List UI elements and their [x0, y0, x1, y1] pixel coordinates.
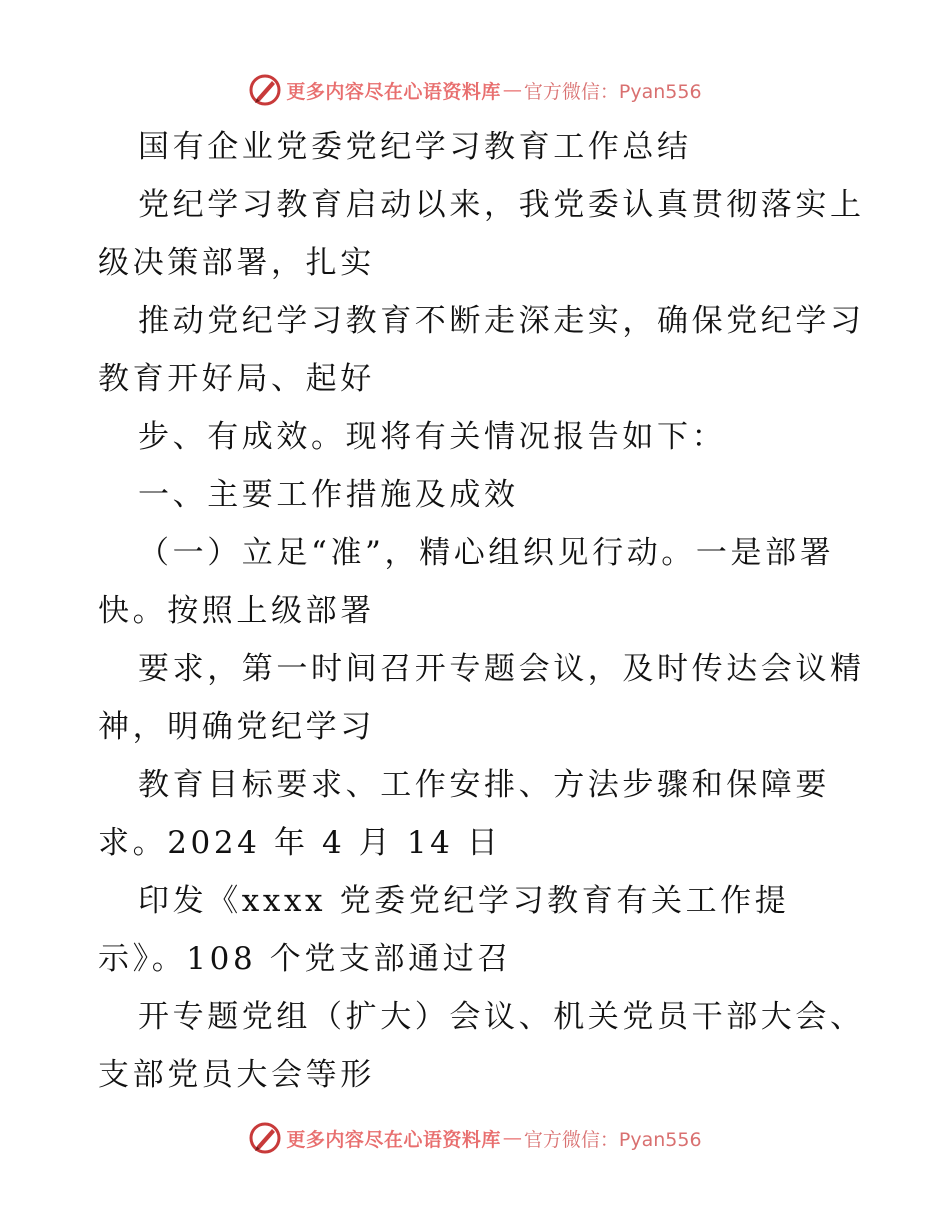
text-line: 教育开好局、起好 [98, 361, 375, 397]
banner-slogan: 更多内容尽在心语资料库 [286, 1128, 501, 1151]
banner-dash: — [502, 1127, 522, 1149]
text-line: 党纪学习教育启动以来，我党委认真贯彻落实上 [138, 187, 865, 223]
section-heading: 一、主要工作措施及成效 [138, 477, 519, 513]
text-line: 示》。108 个党支部通过召 [98, 941, 512, 977]
pen-logo-icon [248, 73, 282, 107]
text-line: 印发《xxxx 党委党纪学习教育有关工作提 [138, 883, 790, 919]
header-banner [0, 68, 950, 112]
banner-contact: 官方微信：Pyan556 [523, 80, 702, 103]
footer-banner [0, 1116, 950, 1160]
pen-logo-icon [248, 1121, 282, 1155]
document-title: 国有企业党委党纪学习教育工作总结 [138, 129, 692, 165]
banner-contact: 官方微信：Pyan556 [523, 1128, 702, 1151]
text-line: 要求，第一时间召开专题会议，及时传达会议精 [138, 651, 865, 687]
banner-slogan: 更多内容尽在心语资料库 [286, 80, 501, 103]
subsection-heading: （一）立足“准”，精心组织见行动。一是部署 [138, 535, 835, 571]
text-line: 教育目标要求、工作安排、方法步骤和保障要 [138, 767, 830, 803]
text-line: 快。按照上级部署 [98, 593, 375, 629]
text-line: 级决策部署，扎实 [98, 245, 375, 281]
document-body [98, 118, 868, 1104]
text-line: 支部党员大会等形 [98, 1057, 375, 1093]
text-line: 神，明确党纪学习 [98, 709, 375, 745]
text-line: 步、有成效。现将有关情况报告如下： [138, 419, 727, 455]
text-line: 推动党纪学习教育不断走深走实，确保党纪学习 [138, 303, 865, 339]
banner-dash: — [502, 79, 522, 101]
text-line: 开专题党组（扩大）会议、机关党员干部大会、 [138, 999, 865, 1035]
text-line: 求。2024 年 4 月 14 日 [98, 825, 502, 861]
